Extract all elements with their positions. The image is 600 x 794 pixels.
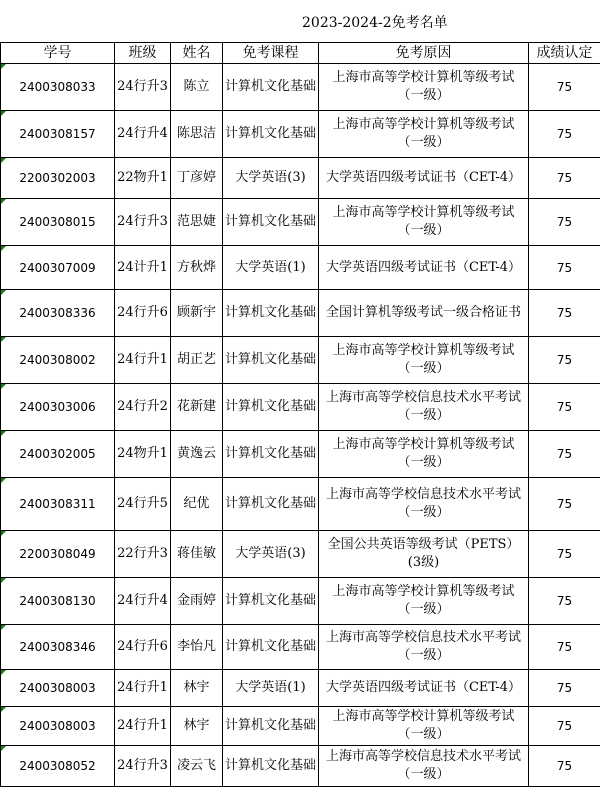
cell-course: 计算机文化基础 <box>223 746 319 787</box>
cell-score: 75 <box>529 384 600 431</box>
cell-course: 计算机文化基础 <box>223 625 319 670</box>
cell-class: 24行升3 <box>115 746 171 787</box>
table-row <box>1 199 600 246</box>
cell-course: 计算机文化基础 <box>223 290 319 337</box>
cell-class: 24行升1 <box>115 337 171 384</box>
cell-score: 75 <box>529 578 600 625</box>
cell-name: 胡正艺 <box>171 337 223 384</box>
cell-score: 75 <box>529 431 600 478</box>
cell-class: 24行升1 <box>115 670 171 707</box>
cell-course: 计算机文化基础 <box>223 578 319 625</box>
cell-reason: 大学英语四级考试证书（CET-4） <box>319 670 529 707</box>
table-row <box>1 625 600 670</box>
cell-student-id: 2200308049 <box>1 531 115 578</box>
header-class: 班级 <box>115 43 171 64</box>
cell-student-id: 2400308346 <box>1 625 115 670</box>
cell-student-id: 2200302003 <box>1 158 115 199</box>
cell-class: 24行升3 <box>115 64 171 111</box>
cell-class: 22物升1 <box>115 158 171 199</box>
cell-name: 纪优 <box>171 478 223 531</box>
header-name: 姓名 <box>171 43 223 64</box>
table-row <box>1 290 600 337</box>
header-score: 成绩认定 <box>529 43 600 64</box>
table-row <box>1 431 600 478</box>
cell-student-id: 2400308336 <box>1 290 115 337</box>
cell-name: 顾新宇 <box>171 290 223 337</box>
cell-name: 黄逸云 <box>171 431 223 478</box>
cell-course: 计算机文化基础 <box>223 384 319 431</box>
header-course: 免考课程 <box>223 43 319 64</box>
cell-name: 陈思洁 <box>171 111 223 158</box>
cell-course: 大学英语(3) <box>223 158 319 199</box>
cell-reason: 上海市高等学校计算机等级考试（一级） <box>319 578 529 625</box>
cell-class: 24计升1 <box>115 246 171 290</box>
cell-name: 花新建 <box>171 384 223 431</box>
cell-name: 方秋烨 <box>171 246 223 290</box>
cell-student-id: 2400308015 <box>1 199 115 246</box>
cell-score: 75 <box>529 337 600 384</box>
cell-name: 陈立 <box>171 64 223 111</box>
cell-student-id: 2400302005 <box>1 431 115 478</box>
cell-score: 75 <box>529 199 600 246</box>
table-body <box>1 64 600 787</box>
cell-course: 大学英语(3) <box>223 531 319 578</box>
table-row <box>1 337 600 384</box>
cell-course: 大学英语(1) <box>223 246 319 290</box>
table-row <box>1 531 600 578</box>
cell-student-id: 2400308002 <box>1 337 115 384</box>
cell-course: 计算机文化基础 <box>223 111 319 158</box>
table-row <box>1 64 600 111</box>
table-row <box>1 670 600 707</box>
cell-reason: 上海市高等学校计算机等级考试（一级） <box>319 199 529 246</box>
cell-name: 蒋佳敏 <box>171 531 223 578</box>
cell-student-id: 2400308130 <box>1 578 115 625</box>
cell-score: 75 <box>529 64 600 111</box>
cell-course: 大学英语(1) <box>223 670 319 707</box>
cell-class: 24行升3 <box>115 199 171 246</box>
cell-reason: 大学英语四级考试证书（CET-4） <box>319 246 529 290</box>
cell-name: 金雨婷 <box>171 578 223 625</box>
cell-reason: 上海市高等学校计算机等级考试（一级） <box>319 64 529 111</box>
cell-reason: 大学英语四级考试证书（CET-4） <box>319 158 529 199</box>
cell-student-id: 2400307009 <box>1 246 115 290</box>
cell-course: 计算机文化基础 <box>223 64 319 111</box>
cell-reason: 上海市高等学校信息技术水平考试（一级） <box>319 625 529 670</box>
document-title <box>0 6 600 36</box>
cell-course: 计算机文化基础 <box>223 199 319 246</box>
cell-course: 计算机文化基础 <box>223 337 319 384</box>
cell-student-id: 2400308003 <box>1 670 115 707</box>
cell-reason: 上海市高等学校信息技术水平考试（一级） <box>319 746 529 787</box>
cell-course: 计算机文化基础 <box>223 431 319 478</box>
cell-class: 24行升5 <box>115 478 171 531</box>
cell-name: 丁彦婷 <box>171 158 223 199</box>
cell-course: 计算机文化基础 <box>223 707 319 746</box>
cell-reason: 上海市高等学校计算机等级考试（一级） <box>319 111 529 158</box>
cell-class: 24行升6 <box>115 290 171 337</box>
cell-reason: 上海市高等学校计算机等级考试（一级） <box>319 431 529 478</box>
header-reason: 免考原因 <box>319 43 529 64</box>
header-student-id: 学号 <box>1 43 115 64</box>
table-row <box>1 384 600 431</box>
cell-student-id: 2400308003 <box>1 707 115 746</box>
table-row <box>1 158 600 199</box>
cell-reason: 上海市高等学校计算机等级考试（一级） <box>319 337 529 384</box>
table-row <box>1 746 600 787</box>
cell-class: 24行升4 <box>115 578 171 625</box>
cell-score: 75 <box>529 290 600 337</box>
table-row <box>1 578 600 625</box>
cell-score: 75 <box>529 246 600 290</box>
cell-class: 24行升1 <box>115 707 171 746</box>
cell-name: 凌云飞 <box>171 746 223 787</box>
cell-score: 75 <box>529 707 600 746</box>
cell-name: 范思婕 <box>171 199 223 246</box>
cell-reason: 全国计算机等级考试一级合格证书 <box>319 290 529 337</box>
exemption-table <box>0 42 600 787</box>
title-text: 2023-2024-2免考名单 <box>302 15 448 31</box>
cell-student-id: 2400308033 <box>1 64 115 111</box>
cell-reason: 全国公共英语等级考试（PETS）(3级) <box>319 531 529 578</box>
cell-class: 24行升4 <box>115 111 171 158</box>
cell-score: 75 <box>529 478 600 531</box>
cell-score: 75 <box>529 625 600 670</box>
cell-class: 24物升1 <box>115 431 171 478</box>
cell-class: 24行升6 <box>115 625 171 670</box>
cell-score: 75 <box>529 670 600 707</box>
cell-name: 李怡凡 <box>171 625 223 670</box>
table-row <box>1 707 600 746</box>
cell-score: 75 <box>529 746 600 787</box>
header-row <box>1 43 600 64</box>
cell-score: 75 <box>529 111 600 158</box>
table-row <box>1 111 600 158</box>
cell-class: 24行升2 <box>115 384 171 431</box>
cell-score: 75 <box>529 531 600 578</box>
cell-name: 林宇 <box>171 670 223 707</box>
cell-student-id: 2400308052 <box>1 746 115 787</box>
cell-score: 75 <box>529 158 600 199</box>
table-row <box>1 246 600 290</box>
table-row <box>1 478 600 531</box>
cell-student-id: 2400308311 <box>1 478 115 531</box>
cell-name: 林宇 <box>171 707 223 746</box>
cell-course: 计算机文化基础 <box>223 478 319 531</box>
cell-reason: 上海市高等学校信息技术水平考试（一级） <box>319 478 529 531</box>
cell-student-id: 2400303006 <box>1 384 115 431</box>
cell-class: 22行升3 <box>115 531 171 578</box>
cell-reason: 上海市高等学校信息技术水平考试（一级） <box>319 384 529 431</box>
cell-student-id: 2400308157 <box>1 111 115 158</box>
cell-reason: 上海市高等学校计算机等级考试（一级） <box>319 707 529 746</box>
